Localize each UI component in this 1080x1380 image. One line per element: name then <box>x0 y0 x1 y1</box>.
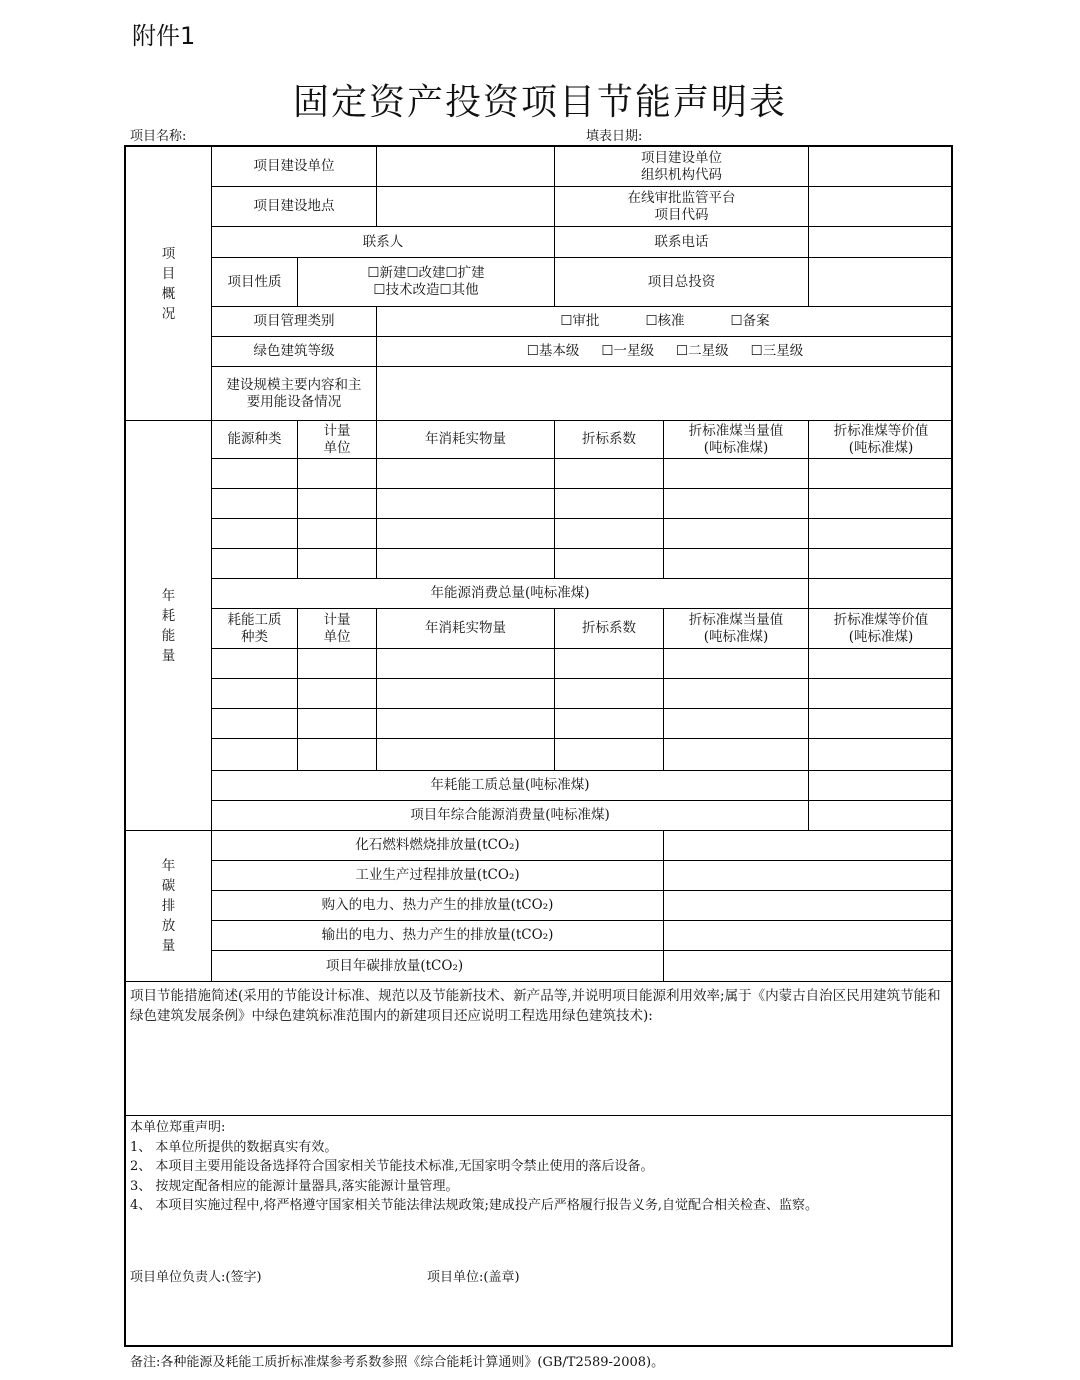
industrial-emission-field[interactable] <box>664 861 953 891</box>
medium-equal-header: 折标准煤等价值 (吨标准煤) <box>809 609 953 649</box>
checkbox-approval[interactable]: ☐审批 <box>560 313 600 329</box>
form-title: 固定资产投资项目节能声明表 <box>292 82 787 123</box>
checkbox-three-star[interactable]: ☐三星级 <box>750 343 804 359</box>
energy-coef-header: 折标系数 <box>555 421 664 459</box>
online-code-field[interactable] <box>809 187 953 227</box>
total-comprehensive-label: 项目年综合能源消费量(吨标准煤) <box>212 801 809 831</box>
energy-cell[interactable] <box>664 459 809 489</box>
energy-cell[interactable] <box>377 519 555 549</box>
scale-label: 建设规模主要内容和主 要用能设备情况 <box>212 367 377 421</box>
medium-cell[interactable] <box>664 649 809 679</box>
overview-section-label: 项 目 概 况 <box>126 147 212 421</box>
fossil-emission-field[interactable] <box>664 831 953 861</box>
nature-label: 项目性质 <box>212 258 298 307</box>
medium-cell[interactable] <box>377 649 555 679</box>
medium-cell[interactable] <box>664 679 809 709</box>
medium-unit-header: 计量 单位 <box>298 609 377 649</box>
energy-cell[interactable] <box>377 549 555 579</box>
medium-cell[interactable] <box>212 649 298 679</box>
energy-type-header: 能源种类 <box>212 421 298 459</box>
medium-qty-header: 年消耗实物量 <box>377 609 555 649</box>
energy-cell[interactable] <box>212 519 298 549</box>
medium-cell[interactable] <box>212 739 298 771</box>
declaration-form-table <box>124 145 953 1347</box>
green-level-label: 绿色建筑等级 <box>212 337 377 367</box>
builder-unit-label: 项目建设单位 <box>212 147 377 187</box>
signature-row <box>130 1268 520 1288</box>
medium-cell[interactable] <box>298 739 377 771</box>
total-energy-label: 年能源消费总量(吨标准煤) <box>212 579 809 609</box>
medium-cell[interactable] <box>298 649 377 679</box>
total-medium-label: 年耗能工质总量(吨标准煤) <box>212 771 809 801</box>
fill-date-label: 填表日期: <box>586 129 643 144</box>
energy-cell[interactable] <box>555 549 664 579</box>
mgmt-category-label: 项目管理类别 <box>212 307 377 337</box>
energy-cell[interactable] <box>377 489 555 519</box>
energy-cell[interactable] <box>298 489 377 519</box>
mgmt-category-options <box>377 307 953 337</box>
industrial-emission-label: 工业生产过程排放量(tCO₂) <box>212 861 664 891</box>
declaration-heading: 本单位郑重声明: <box>130 1120 226 1135</box>
unit-seal[interactable]: 项目单位:(盖章) <box>427 1269 520 1285</box>
phone-field[interactable] <box>809 227 953 258</box>
contact-label: 联系人 <box>212 227 555 258</box>
checkbox-one-star[interactable]: ☐一星级 <box>601 343 654 359</box>
builder-org-code-field[interactable] <box>809 147 953 187</box>
medium-cell[interactable] <box>555 709 664 739</box>
energy-cell[interactable] <box>664 489 809 519</box>
energy-cell[interactable] <box>298 519 377 549</box>
medium-cell[interactable] <box>555 739 664 771</box>
medium-cell[interactable] <box>377 679 555 709</box>
purchased-emission-label: 购入的电力、热力产生的排放量(tCO₂) <box>212 891 664 921</box>
site-field[interactable] <box>377 187 555 227</box>
total-investment-field[interactable] <box>809 258 953 307</box>
energy-cell[interactable] <box>809 459 953 489</box>
nature-options[interactable]: ☐新建☐改建☐扩建 ☐技术改造☐其他 <box>298 258 555 307</box>
medium-cell[interactable] <box>555 679 664 709</box>
checkbox-verification[interactable]: ☐核准 <box>645 313 685 329</box>
green-level-options <box>377 337 953 367</box>
footer-note: 备注:各种能源及耗能工质折标准煤参考系数参照《综合能耗计算通则》(GB/T2589-2008)。 <box>130 1355 665 1370</box>
fossil-emission-label: 化石燃料燃烧排放量(tCO₂) <box>212 831 664 861</box>
medium-cell[interactable] <box>809 739 953 771</box>
medium-cell[interactable] <box>664 739 809 771</box>
energy-cell[interactable] <box>212 459 298 489</box>
builder-unit-field[interactable] <box>377 147 555 187</box>
builder-org-code-label: 项目建设单位 组织机构代码 <box>555 147 809 187</box>
energy-cell[interactable] <box>555 519 664 549</box>
energy-cell[interactable] <box>664 519 809 549</box>
energy-cell[interactable] <box>555 489 664 519</box>
declaration-item-2: 2、 本项目主要用能设备选择符合国家相关节能技术标准,无国家明令禁止使用的落后设备。 <box>130 1159 654 1174</box>
total-emission-label: 项目年碳排放量(tCO₂) <box>126 951 664 982</box>
responsible-signature[interactable]: 项目单位负责人:(签字) <box>130 1269 262 1285</box>
energy-cell[interactable] <box>212 549 298 579</box>
checkbox-basic-level[interactable]: ☐基本级 <box>526 343 580 359</box>
total-medium-field[interactable] <box>809 771 953 801</box>
declaration-item-4: 4、 本项目实施过程中,将严格遵守国家相关节能法律法规政策;建成投产后严格履行报告义务,自觉配合相关检查、监察。 <box>130 1198 819 1213</box>
total-investment-label: 项目总投资 <box>555 258 809 307</box>
energy-saving-measures[interactable]: 项目节能措施简述(采用的节能设计标准、规范以及节能新技术、新产品等,并说明项目能源利用效率;属于《内蒙古自治区民用建筑节能和绿色建筑发展条例》中绿色建筑标准范围内的新建项目还应说明工程选用绿色建筑技术): <box>126 982 953 1116</box>
energy-unit-header: 计量 单位 <box>298 421 377 459</box>
medium-equiv-header: 折标准煤当量值 (吨标准煤) <box>664 609 809 649</box>
total-emission-field[interactable] <box>664 951 953 982</box>
energy-section-label: 年 耗 能 量 <box>126 421 212 831</box>
medium-cell[interactable] <box>809 649 953 679</box>
exported-emission-field[interactable] <box>664 921 953 951</box>
energy-cell[interactable] <box>809 549 953 579</box>
medium-cell[interactable] <box>809 679 953 709</box>
energy-equal-header: 折标准煤等价值 (吨标准煤) <box>809 421 953 459</box>
energy-cell[interactable] <box>298 549 377 579</box>
online-code-label: 在线审批监管平台 项目代码 <box>555 187 809 227</box>
medium-cell[interactable] <box>377 709 555 739</box>
medium-cell[interactable] <box>555 649 664 679</box>
declaration-section <box>126 1116 953 1347</box>
medium-cell[interactable] <box>298 709 377 739</box>
project-name-label: 项目名称: <box>130 129 187 144</box>
declaration-item-1: 1、 本单位所提供的数据真实有效。 <box>130 1139 338 1155</box>
energy-cell[interactable] <box>555 459 664 489</box>
energy-cell[interactable] <box>664 549 809 579</box>
carbon-section-label: 年 碳 排 放 量 <box>126 831 212 982</box>
checkbox-filing[interactable]: ☐备案 <box>730 313 770 329</box>
checkbox-two-star[interactable]: ☐二星级 <box>676 343 729 359</box>
medium-cell[interactable] <box>377 739 555 771</box>
attachment-label: 附件1 <box>132 22 196 50</box>
energy-cell[interactable] <box>377 459 555 489</box>
phone-label: 联系电话 <box>555 227 809 258</box>
total-comprehensive-field[interactable] <box>809 801 953 831</box>
energy-cell[interactable] <box>809 519 953 549</box>
scale-field[interactable] <box>377 367 953 421</box>
energy-cell[interactable] <box>298 459 377 489</box>
energy-cell[interactable] <box>809 489 953 519</box>
purchased-emission-field[interactable] <box>664 891 953 921</box>
medium-type-header: 耗能工质 种类 <box>212 609 298 649</box>
medium-cell[interactable] <box>809 709 953 739</box>
medium-cell[interactable] <box>212 679 298 709</box>
medium-cell[interactable] <box>298 679 377 709</box>
medium-cell[interactable] <box>664 709 809 739</box>
site-label: 项目建设地点 <box>212 187 377 227</box>
declaration-item-3: 3、 按规定配备相应的能源计量器具,落实能源计量管理。 <box>130 1178 459 1194</box>
total-energy-field[interactable] <box>809 579 953 609</box>
energy-equiv-header: 折标准煤当量值 (吨标准煤) <box>664 421 809 459</box>
medium-coef-header: 折标系数 <box>555 609 664 649</box>
energy-qty-header: 年消耗实物量 <box>377 421 555 459</box>
energy-cell[interactable] <box>212 489 298 519</box>
exported-emission-label: 输出的电力、热力产生的排放量(tCO₂) <box>212 921 664 951</box>
medium-cell[interactable] <box>212 709 298 739</box>
